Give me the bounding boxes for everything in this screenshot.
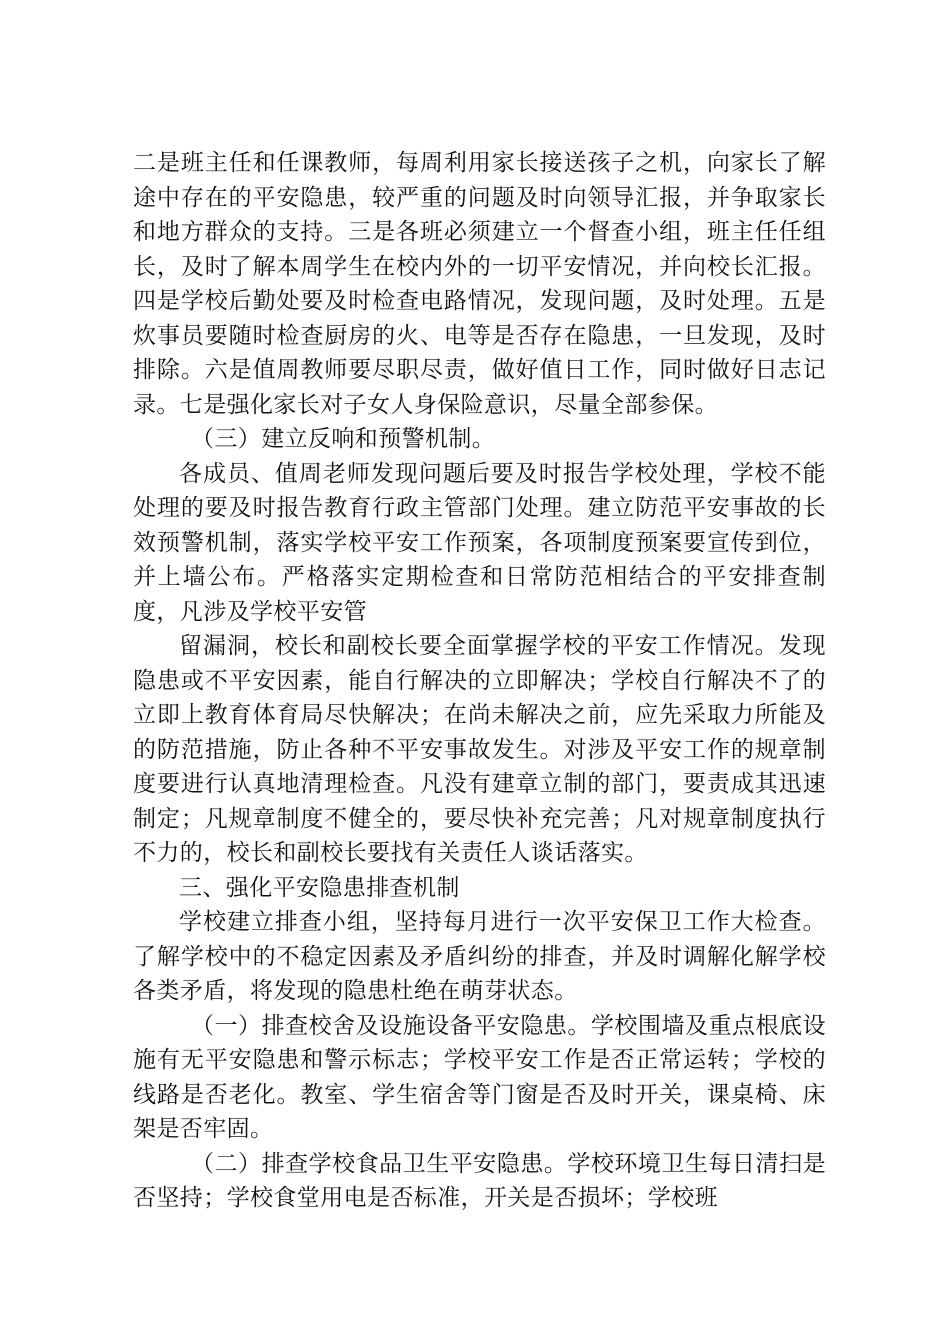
paragraph-body-1: 二是班主任和任课教师，每周利用家长接送孩子之机，向家长了解途中存在的平安隐患，较严重的问题及时向领导汇报，并争取家长和地方群众的支持。三是各班必须建立一个督查小组，班主任任组长，及时了解本周学生在校内外的一切平安情况，并向校长汇报。四是学校后勤处要及时检查电路情况，发现问题，及时处理。五是炊事员要随时检查厨房的火、电等是否存在隐患，一旦发现，及时排除。六是值周教师要尽职尽责，做好值日工作，同时做好日志记录。七是强化家长对子女人身保险意识，尽量全部参保。 (133, 150, 826, 418)
paragraph-body-4: 学校建立排查小组，坚持每月进行一次平安保卫工作大检查。了解学校中的不稳定因素及矛盾纠纷的排查，并及时调解化解学校各类矛盾，将发现的隐患杜绝在萌芽状态。 (133, 909, 826, 1004)
paragraph-subheading-3: （三）建立反响和预警机制。 (191, 426, 496, 452)
paragraph-body-3: 留漏洞，校长和副校长要全面掌握学校的平安工作情况。发现隐患或不平安因素，能自行解决的立即解决；学校自行解决不了的立即上教育体育局尽快解决；在尚未解决之前，应先采取力所能及的防范措施，防止各种不平安事故发生。对涉及平安工作的规章制度要进行认真地清理检查。凡没有建章立制的部门，要责成其迅速制定；凡规章制度不健全的，要尽快补充完善；凡对规章制度执行不力的，校长和副校长要找有关责任人谈话落实。 (133, 633, 826, 866)
paragraph-subheading-1: （一）排查校舍及设施设备平安隐患。学校围墙及重点根底设施有无平安隐患和警示标志；学校平安工作是否正常运转；学校的线路是否老化。教室、学生宿舍等门窗是否及时开关，课桌椅、床架是否牢固。 (133, 1012, 826, 1142)
paragraph-body-2: 各成员、值周老师发现问题后要及时报告学校处理，学校不能处理的要及时报告教育行政主管部门处理。建立防范平安事故的长效预警机制，落实学校平安工作预案，各项制度预案要宣传到位，并上墙公布。严格落实定期检查和日常防范相结合的平安排查制度，凡涉及学校平安管 (133, 460, 826, 625)
section-heading-3: 三、强化平安隐患排查机制 (179, 874, 460, 901)
document-body (133, 146, 826, 1216)
paragraph-subheading-2: （二）排查学校食品卫生平安隐患。学校环境卫生每日清扫是否坚持；学校食堂用电是否标准，开关是否损坏；学校班 (133, 1150, 826, 1211)
